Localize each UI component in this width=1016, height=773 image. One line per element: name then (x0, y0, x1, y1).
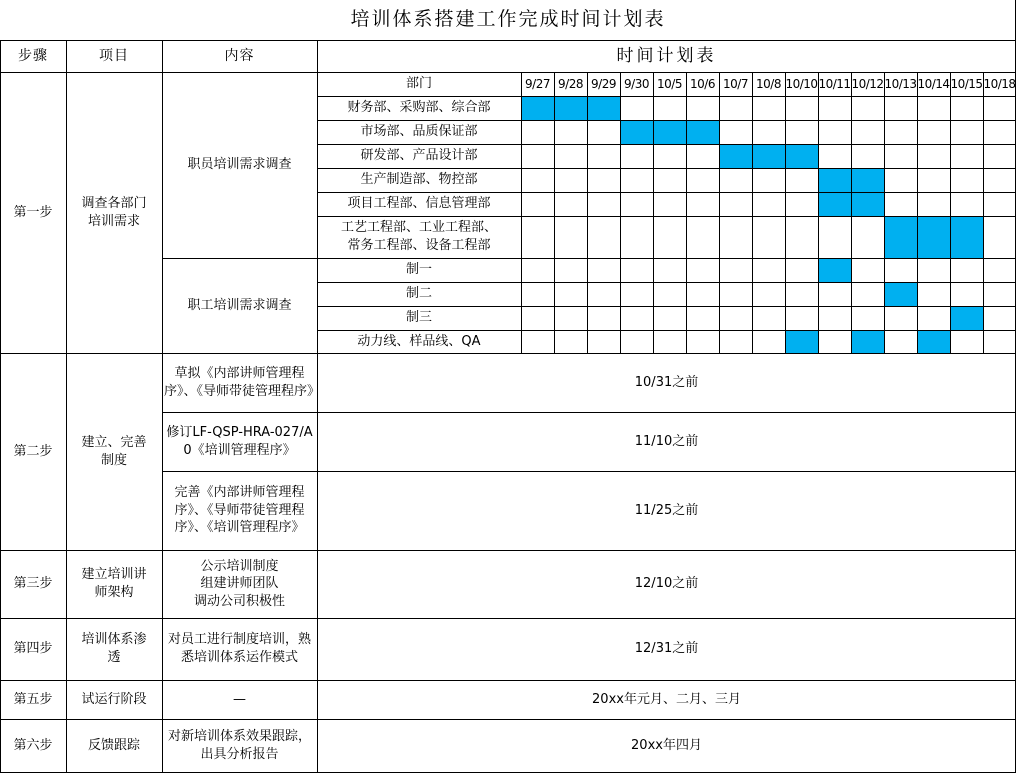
header-timeline: 时间计划表 (616, 45, 717, 66)
date-header: 10/11 (818, 76, 851, 91)
step5-item: 试运行阶段 (81, 691, 147, 707)
date-header: 10/7 (723, 76, 748, 91)
gantt-fill-cell (653, 120, 686, 144)
gantt-fill-cell (554, 96, 587, 120)
step1-step: 第一步 (13, 204, 53, 220)
step6-item: 反馈跟踪 (87, 737, 140, 753)
step1-content-workers: 职工培训需求调查 (187, 297, 292, 313)
header-step: 步骤 (18, 47, 48, 64)
step2-step: 第二步 (13, 443, 53, 459)
gantt-dept-label: 市场部、品质保证部 (360, 124, 478, 140)
gantt-fill-cell (752, 144, 785, 168)
date-header: 10/15 (950, 76, 983, 91)
step6-step: 第六步 (13, 737, 53, 753)
step3-content: 公示培训制度 组建讲师团队 调动公司积极性 (193, 558, 285, 609)
gantt-dept-label: 工艺工程部、工业工程部、 常务工程部、设备工程部 (340, 220, 497, 253)
gantt-fill-cell (917, 216, 950, 258)
step6-content: 对新培训体系效果跟踪，出具分析报告 (167, 728, 311, 762)
date-header: 10/10 (785, 76, 818, 91)
date-header: 9/27 (525, 76, 550, 91)
gantt-fill-cell (851, 168, 884, 192)
gantt-fill-cell (950, 216, 983, 258)
gantt-fill-cell (686, 120, 719, 144)
date-header: 10/14 (917, 76, 950, 91)
step5-step: 第五步 (13, 691, 53, 707)
step5-content: — (233, 691, 246, 707)
step2-content-2: 修订LF-QSP-HRA-027/A0《培训管理程序》 (166, 424, 313, 458)
gantt-fill-cell (851, 192, 884, 216)
gantt-fill-cell (785, 330, 818, 353)
date-header: 10/5 (657, 76, 682, 91)
step2-time-2: 11/10之前 (634, 433, 699, 449)
gantt-dept-label: 制一 (405, 262, 432, 278)
gantt-dept-label: 研发部、产品设计部 (360, 148, 478, 164)
date-header: 9/28 (558, 76, 583, 91)
step3-step: 第三步 (13, 576, 53, 592)
step2-content-1: 草拟《内部讲师管理程序》、《导师带徒管理程序》 (164, 365, 321, 399)
gantt-dept-label: 财务部、采购部、综合部 (347, 100, 491, 116)
date-header: 10/6 (690, 76, 715, 91)
step4-step: 第四步 (13, 641, 53, 657)
gantt-dept-label: 动力线、样品线、QA (357, 333, 481, 349)
gantt-fill-cell (884, 216, 917, 258)
date-header: 10/18 (983, 76, 1016, 91)
step1-content-staff: 职员培训需求调查 (187, 157, 292, 173)
step2-time-3: 11/25之前 (634, 502, 699, 518)
gantt-fill-cell (521, 96, 554, 120)
table-title: 培训体系搭建工作完成时间计划表 (350, 8, 666, 31)
step2-content-3: 完善《内部讲师管理程序》、《导师带徒管理程序》、《培训管理程序》 (174, 485, 305, 536)
gantt-fill-cell (818, 168, 851, 192)
step4-time: 12/31之前 (634, 641, 699, 657)
header-dept: 部门 (405, 76, 432, 92)
gantt-fill-cell (950, 306, 983, 330)
date-header: 10/8 (756, 76, 781, 91)
gantt-dept-label: 生产制造部、物控部 (360, 172, 478, 188)
step5-time: 20xx年元月、二月、三月 (592, 691, 741, 707)
step3-time: 12/10之前 (634, 576, 699, 592)
date-header: 10/12 (851, 76, 884, 91)
step6-time: 20xx年四月 (631, 737, 702, 753)
step2-item: 建立、完善 制度 (81, 434, 147, 468)
date-header: 9/30 (624, 76, 649, 91)
step4-content: 对员工进行制度培训，熟悉培训体系运作模式 (167, 632, 311, 665)
date-header: 9/29 (591, 76, 616, 91)
gantt-fill-cell (785, 144, 818, 168)
gantt-dept-label: 项目工程部、信息管理部 (347, 196, 491, 212)
gantt-fill-cell (620, 120, 653, 144)
gantt-fill-cell (818, 192, 851, 216)
gantt-fill-cell (587, 96, 620, 120)
step1-item: 调查各部门 培训需求 (81, 195, 147, 229)
gantt-fill-cell (818, 258, 851, 282)
date-header: 10/13 (884, 76, 917, 91)
gantt-fill-cell (884, 282, 917, 306)
step3-item: 建立培训讲 师架构 (81, 567, 147, 600)
gantt-dept-label: 制二 (405, 286, 432, 302)
step2-time-1: 10/31之前 (634, 374, 699, 390)
header-content: 内容 (224, 47, 255, 64)
gantt-dept-label: 制三 (405, 310, 432, 326)
gantt-fill-cell (917, 330, 950, 353)
gantt-fill-cell (851, 330, 884, 353)
header-item: 项目 (99, 47, 129, 64)
gantt-fill-cell (719, 144, 752, 168)
step4-item: 培训体系渗 透 (81, 632, 147, 665)
